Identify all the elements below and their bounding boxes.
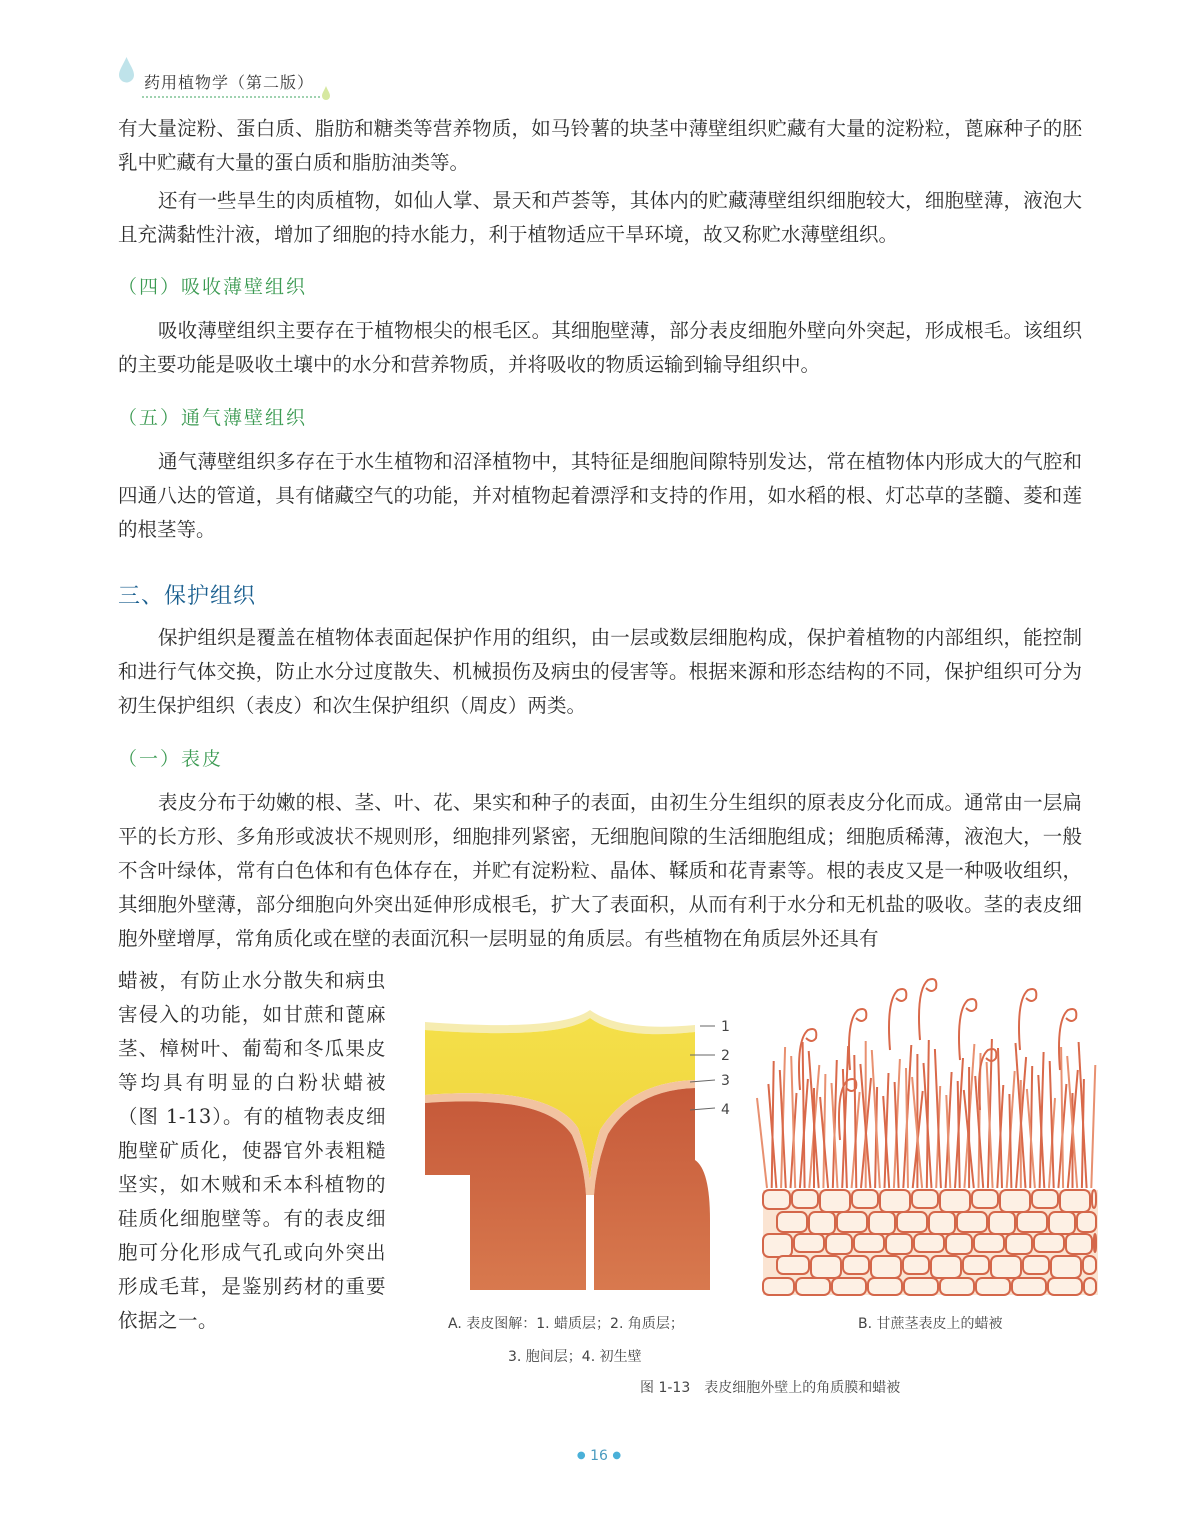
epidermal-cell [957, 1212, 987, 1232]
epidermal-cell [1023, 1256, 1049, 1274]
wax-curl [839, 1079, 856, 1140]
page-number: ● 16 ● [576, 1448, 622, 1464]
wax-rod [1061, 1047, 1063, 1188]
epidermal-cell [903, 1256, 929, 1274]
epidermal-cell [871, 1256, 901, 1278]
epidermal-cell [886, 1234, 912, 1254]
caption-b: B. 甘蔗茎表皮上的蜡被 [858, 1316, 1003, 1332]
epidermal-cell [868, 1278, 902, 1295]
water-drop-icon [118, 56, 135, 84]
epidermal-cell [763, 1278, 794, 1295]
epidermal-cell [931, 1256, 961, 1278]
epidermal-cell [1084, 1278, 1096, 1295]
epidermal-cell [963, 1256, 989, 1274]
diagram-a-epidermis [425, 1010, 730, 1290]
label-3: 3 [721, 1073, 730, 1089]
page-number-value: 16 [590, 1448, 608, 1464]
epidermal-cell [809, 1212, 835, 1234]
wax-rod [757, 1098, 767, 1188]
paragraph-epidermis: 表皮分布于幼嫩的根、茎、叶、花、果实和种子的表面，由初生分生组织的原表皮分化而成。通常由一层扁平的长方形、多角形或波状不规则形，细胞排列紧密，无细胞间隙的生活细胞组成；细胞质稀薄，液泡大，一般不含叶绿体，常有白色体和有色体存在，并贮有淀粉粒、晶体、鞣质和花青素等。根的表皮又是一种吸收组织，其细胞外壁薄，部分细胞向外突出延伸形成根毛，扩大了表面积，从而有利于水分和无机盐的吸收。茎的表皮细胞外壁增厚，常角质化或在壁的表面沉积一层明显的角质层。有些植物在角质层外还具有 [118, 791, 1082, 950]
epidermal-cell [940, 1278, 974, 1295]
book-title: 药用植物学（第二版） [144, 73, 315, 92]
epidermal-cell [976, 1278, 1010, 1295]
paragraph-absorption: 吸收薄壁组织主要存在于植物根尖的根毛区。其细胞壁薄，部分表皮细胞外壁向外突起，形成根毛。该组织的主要功能是吸收土壤中的水分和营养物质，并将吸收的物质运输到输导组织中。 [118, 319, 1082, 376]
epidermal-cell [1094, 1234, 1096, 1252]
epidermal-cell [974, 1234, 1004, 1252]
epidermal-cell [989, 1212, 1015, 1234]
epidermal-cell [880, 1190, 910, 1212]
epidermal-cell [837, 1212, 867, 1232]
epidermal-cell [897, 1212, 927, 1232]
epidermal-cell [940, 1190, 970, 1212]
label-4: 4 [721, 1102, 730, 1118]
epidermal-cell [796, 1278, 830, 1295]
wax-curl [889, 989, 906, 1050]
wax-rod [906, 1068, 908, 1188]
paragraph-storage: 有大量淀粉、蛋白质、脂肪和糖类等营养物质，如马铃薯的块茎中薄壁组织贮藏有大量的淀粉粒，蓖麻种子的胚乳中贮藏有大量的蛋白质和脂肪油类等。 [118, 117, 1082, 174]
wax-rod [854, 1055, 856, 1188]
epidermal-cell [1092, 1190, 1096, 1208]
epidermal-cell [777, 1256, 809, 1274]
epidermal-cell [1049, 1212, 1075, 1234]
figure-1-13 [420, 970, 1100, 1300]
paragraph-aeration: 通气薄壁组织多存在于水生植物和沼泽植物中，其特征是细胞间隙特别发达，常在植物体内形成大的气腔和四通八达的管道，具有储藏空气的功能，并对植物起着漂浮和支持的作用，如水稻的根、灯芯草的茎髓、菱和莲的根茎等。 [118, 450, 1082, 541]
subheading-absorption: （四）吸收薄壁组织 [118, 276, 308, 298]
epidermal-cell [904, 1278, 938, 1295]
epidermal-cell [820, 1190, 850, 1212]
epidermal-cell [777, 1212, 807, 1232]
epidermal-cell [811, 1256, 841, 1278]
epidermal-cell [1017, 1212, 1047, 1232]
epidermal-cell [1000, 1190, 1030, 1212]
wax-curl [849, 1009, 866, 1070]
epidermal-cell [1066, 1234, 1092, 1254]
epidermal-cell [1051, 1256, 1081, 1278]
subheading-epidermis: （一）表皮 [118, 748, 224, 770]
paragraph-wax-layer: 蜡被，有防止水分散失和病虫害侵入的功能，如甘蔗和蓖麻茎、樟树叶、葡萄和冬瓜果皮等均具有明显的白粉状蜡被（图 1-13）。有的植物表皮细胞壁矿质化，使器官外表粗糙坚实，如木贼和禾本科植物的硅质化细胞壁等。有的表皮细胞可分化形成气孔或向外突出形成毛茸，是鉴别药材的重要依据之一。 [118, 969, 386, 1332]
running-header [114, 56, 334, 104]
epidermal-cell [991, 1256, 1021, 1278]
caption-a-line2: 3. 胞间层；4. 初生壁 [508, 1349, 642, 1365]
epidermal-cell [1077, 1212, 1096, 1232]
wax-rod [803, 1042, 805, 1188]
wax-curl [1019, 989, 1036, 1050]
epidermal-cell [763, 1234, 792, 1257]
epidermal-cell [1034, 1234, 1064, 1252]
epidermal-cell [843, 1256, 869, 1274]
figure-caption: 图 1-13 表皮细胞外壁上的角质膜和蜡被 [640, 1380, 901, 1396]
wax-rod [1091, 1065, 1095, 1188]
wax-rod [1009, 1094, 1011, 1188]
section-heading-protective-tissue: 三、保护组织 [118, 584, 257, 609]
epidermal-cell [914, 1234, 944, 1252]
epidermal-cell [832, 1278, 866, 1295]
epidermal-cell [1048, 1278, 1082, 1295]
wax-rod [958, 1081, 960, 1188]
epidermal-cell [763, 1190, 790, 1209]
epidermal-cell [1083, 1256, 1096, 1274]
epidermal-cell [794, 1234, 824, 1252]
epidermal-cell [1012, 1278, 1046, 1295]
epidermal-cell [869, 1212, 895, 1234]
epidermal-cell [972, 1190, 998, 1208]
epidermal-cell [1060, 1190, 1090, 1212]
epidermal-cell [792, 1190, 818, 1208]
inner-cell-left [425, 1175, 470, 1290]
epidermal-cell [929, 1212, 955, 1234]
label-2: 2 [721, 1048, 730, 1064]
caption-a-line1: A. 表皮图解：1. 蜡质层；2. 角质层； [448, 1316, 684, 1332]
paragraph-protective-tissue: 保护组织是覆盖在植物体表面起保护作用的组织，由一层或数层细胞构成，保护着植物的内部组织，能控制和进行气体交换，防止水分过度散失、机械损伤及病虫的侵害等。根据来源和形态结构的不同，保护组织可分为初生保护组织（表皮）和次生保护组织（周皮）两类。 [118, 626, 1082, 717]
epidermal-cell [854, 1234, 884, 1252]
epidermal-cell [1032, 1190, 1058, 1208]
epidermal-cell [946, 1234, 972, 1254]
paragraph-xerophyte: 还有一些旱生的肉质植物，如仙人掌、景天和芦荟等，其体内的贮藏薄壁组织细胞较大，细胞壁薄，液泡大且充满黏性汁液，增加了细胞的持水能力，利于植物适应干旱环境，故又称贮水薄壁组织。 [118, 189, 1082, 246]
diagram-b-sugarcane-wax [757, 979, 1098, 1295]
subheading-aeration: （五）通气薄壁组织 [118, 407, 308, 429]
label-1: 1 [721, 1019, 730, 1035]
header-rule [142, 96, 320, 98]
wax-curl [919, 979, 936, 1040]
epidermal-cell [826, 1234, 852, 1254]
small-drop-icon [322, 86, 330, 100]
epidermal-cell [1006, 1234, 1032, 1254]
epidermal-cell [912, 1190, 938, 1208]
epidermal-cell [852, 1190, 878, 1208]
